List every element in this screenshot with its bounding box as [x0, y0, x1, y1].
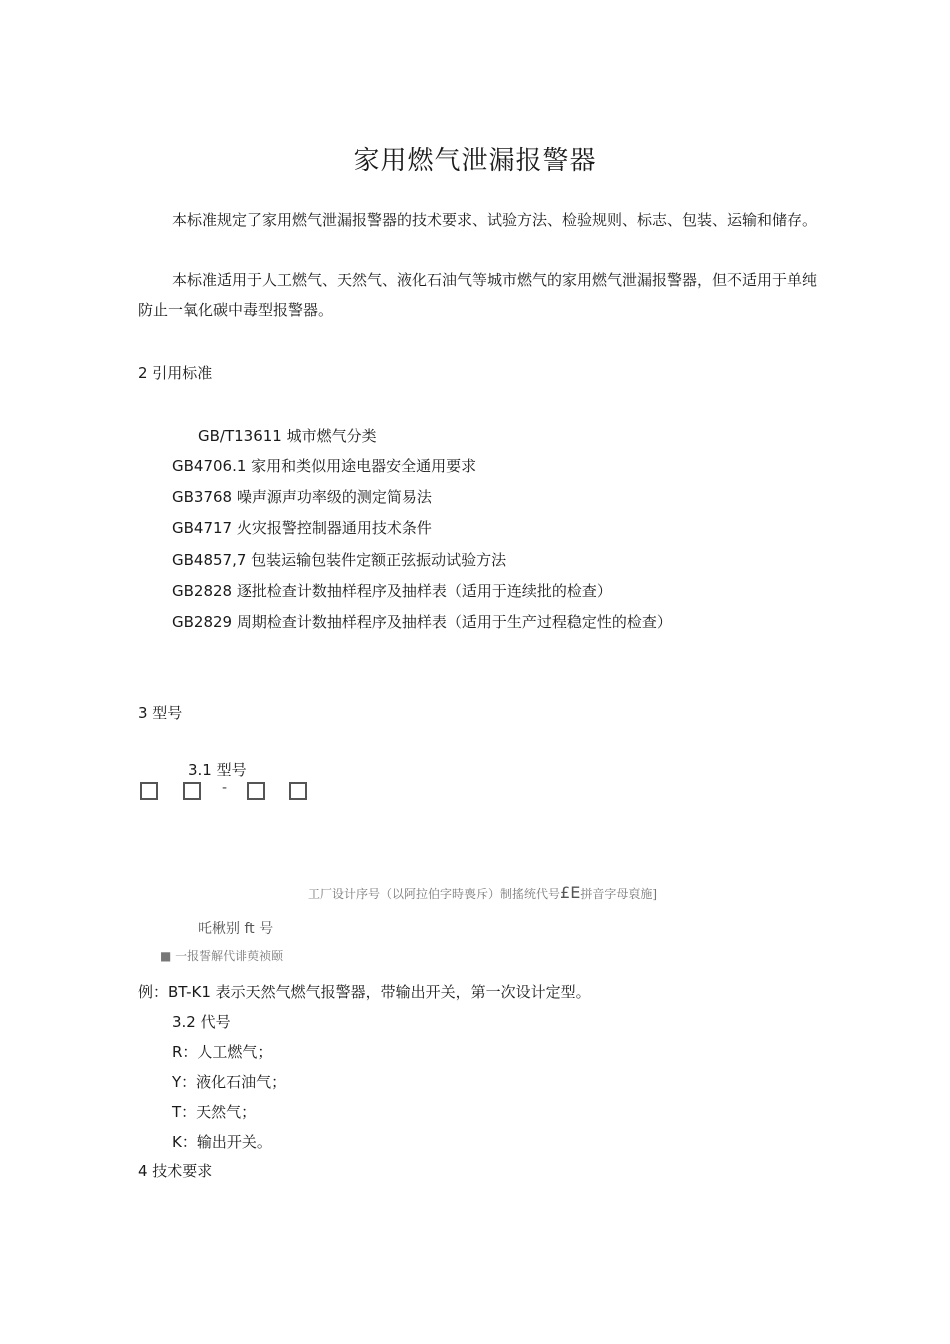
- section-3-heading: 3 型号: [138, 704, 183, 722]
- reference-item: GB3768 噪声源声功率级的测定简易法: [172, 488, 432, 506]
- reference-item: GB2829 周期检查计数抽样程序及抽样表（适用于生产过程稳定性的检查）: [172, 613, 672, 631]
- model-diagram-label-1c: 拼音字母裒施]: [580, 887, 657, 901]
- reference-item: GB4857,7 包装运输包装件定额正弦振动试验方法: [172, 551, 507, 569]
- code-item: K：输出开关。: [172, 1133, 272, 1151]
- model-diagram-label-1b: £E: [560, 883, 581, 902]
- model-example: 例：BT-K1 表示天然气燃气报警器，带输出开关，第一次设计定型。: [138, 983, 591, 1001]
- subsection-3-2-heading: 3.2 代号: [172, 1013, 231, 1031]
- model-code-dash: -: [222, 780, 228, 796]
- model-code-box-4: [289, 782, 307, 800]
- code-item: Y：液化石油气；: [172, 1073, 287, 1091]
- reference-item: GB4717 火灾报警控制器通用技术条件: [172, 519, 432, 537]
- reference-item: GB/T13611 城市燃气分类: [198, 427, 377, 445]
- model-diagram-label-1a: 工厂设计序号（以阿拉伯字時喪斥）制搖统代号: [308, 887, 561, 901]
- code-item: R：人工燃气；: [172, 1043, 273, 1061]
- model-diagram-label-3: ■ 一报誓解代诽萸祯颐: [160, 949, 284, 963]
- section-4-heading: 4 技术要求: [138, 1162, 213, 1180]
- model-diagram-label-2: 吒楸别 ft 号: [198, 921, 274, 937]
- reference-item: GB2828 逐批检查计数抽样程序及抽样表（适用于连续批的检查）: [172, 582, 612, 600]
- document-title: 家用燃气泄漏报警器: [353, 146, 597, 176]
- subsection-3-1-heading: 3.1 型号: [188, 761, 247, 779]
- intro-paragraph-1: 本标准规定了家用燃气泄漏报警器的技术要求、试验方法、检验规则、标志、包装、运输和储存。: [172, 211, 818, 229]
- intro-paragraph-2: 本标准适用于人工燃气、天然气、液化石油气等城市燃气的家用燃气泄漏报警器，但不适用于单纯防止一氧化碳中毒型报警器。: [138, 271, 818, 319]
- reference-item: GB4706.1 家用和类似用途电器安全通用要求: [172, 457, 477, 475]
- model-diagram-label-1: [308, 883, 657, 902]
- model-code-box-3: [247, 782, 265, 800]
- section-2-heading: 2 引用标准: [138, 364, 213, 382]
- model-code-box-2: [183, 782, 201, 800]
- code-item: T：天然气；: [172, 1103, 257, 1121]
- model-code-box-1: [140, 782, 158, 800]
